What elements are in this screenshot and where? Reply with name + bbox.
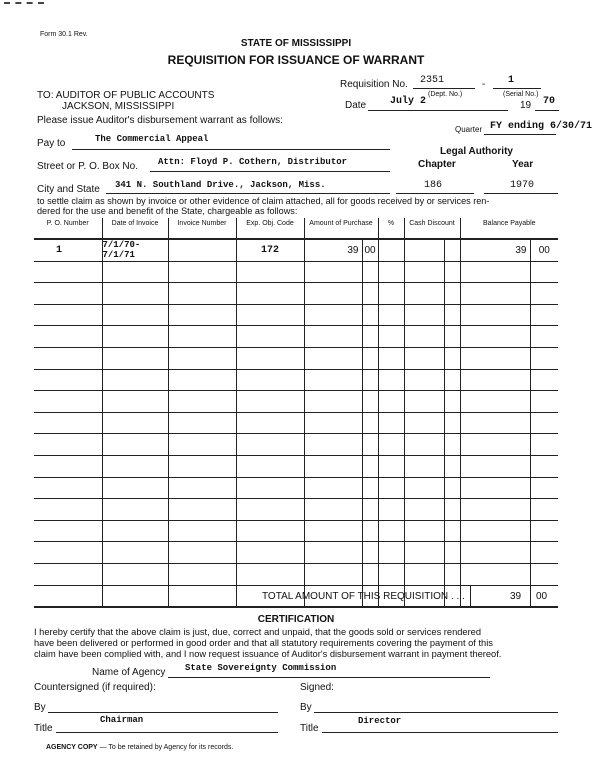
balance-dollars-cell[interactable] xyxy=(460,542,530,564)
issue-instruction: Please issue Auditor's disbursement warrant as follows: xyxy=(37,115,283,126)
agency-copy-text: — To be retained by Agency for its records. xyxy=(99,744,234,751)
balance-header: Balance Payable xyxy=(460,218,558,239)
invoice-number-cell[interactable] xyxy=(168,499,236,521)
exp-obj-code-cell[interactable] xyxy=(236,455,304,477)
settle-text-1: to settle claim as shown by invoice or other evidence of claim attached, all for goods received by or services ren- xyxy=(37,196,490,206)
form-number: Form 30.1 Rev. xyxy=(40,31,88,38)
invoice-number-cell[interactable] xyxy=(168,455,236,477)
invoice-date-cell[interactable] xyxy=(102,326,168,348)
balance-cents-cell[interactable] xyxy=(530,434,558,456)
certification-title: CERTIFICATION xyxy=(257,614,335,625)
balance-cents-cell[interactable] xyxy=(530,369,558,391)
percent-cell[interactable] xyxy=(378,520,404,542)
table-row xyxy=(34,391,558,413)
table-row xyxy=(34,304,558,326)
amount-cents-cell[interactable] xyxy=(362,455,378,477)
chapter-label: Chapter xyxy=(418,159,456,170)
amount-dollars-cell[interactable] xyxy=(304,369,362,391)
invoice-date-cell[interactable] xyxy=(102,347,168,369)
invoice-number-cell[interactable] xyxy=(168,477,236,499)
exp-obj-code-cell[interactable] xyxy=(236,347,304,369)
po-number-cell[interactable] xyxy=(34,477,102,499)
requisition-dept-no[interactable]: 2351 xyxy=(420,75,445,86)
form-title: REQUISITION FOR ISSUANCE OF WARRANT xyxy=(167,53,425,67)
balance-cents-cell[interactable] xyxy=(530,499,558,521)
balance-cents-cell[interactable] xyxy=(530,283,558,305)
po-number-cell[interactable] xyxy=(34,499,102,521)
table-row xyxy=(34,283,558,305)
amount-cents-cell[interactable] xyxy=(362,499,378,521)
balance-dollars-cell[interactable] xyxy=(460,283,530,305)
po-number-cell[interactable] xyxy=(34,563,102,585)
pay-to-label: Pay to xyxy=(37,138,66,149)
quarter-value[interactable]: FY ending 6/30/71 xyxy=(490,121,592,132)
po-number-cell[interactable] xyxy=(34,369,102,391)
exp-obj-code-cell[interactable] xyxy=(236,434,304,456)
amount-dollars-cell[interactable] xyxy=(304,261,362,283)
table-row xyxy=(34,563,558,585)
certification-line-1: I hereby certify that the above claim is just, due, correct and unpaid, that the goods sold or services rendered xyxy=(34,627,482,637)
po-number-cell[interactable]: 1 xyxy=(34,239,102,261)
table-header-row xyxy=(34,218,558,239)
table-row xyxy=(34,369,558,391)
exp-obj-code-header: Exp. Obj. Code xyxy=(236,218,304,239)
cash-discount-cents-cell[interactable] xyxy=(444,369,460,391)
amount-cents-cell[interactable] xyxy=(362,412,378,434)
cash-discount-cents-cell[interactable] xyxy=(444,455,460,477)
cash-discount-dollars-cell[interactable] xyxy=(404,391,444,413)
invoice-number-cell[interactable] xyxy=(168,283,236,305)
invoice-number-cell[interactable] xyxy=(168,585,236,607)
claims-table xyxy=(34,218,558,607)
percent-cell[interactable] xyxy=(378,542,404,564)
city-label: City and State xyxy=(37,184,100,195)
balance-dollars-cell[interactable] xyxy=(460,520,530,542)
amount-dollars-cell[interactable] xyxy=(304,347,362,369)
by-signature-line-left[interactable] xyxy=(48,712,278,713)
balance-cents-cell[interactable]: 00 xyxy=(530,239,558,261)
amount-dollars-cell[interactable] xyxy=(304,455,362,477)
balance-cents-cell[interactable] xyxy=(530,542,558,564)
cash-discount-cents-cell[interactable] xyxy=(444,326,460,348)
cash-discount-dollars-cell[interactable] xyxy=(404,477,444,499)
title-label-left: Title xyxy=(34,723,53,734)
exp-obj-code-cell[interactable] xyxy=(236,304,304,326)
amount-cents-cell[interactable] xyxy=(362,304,378,326)
year-prefix: 19 xyxy=(520,100,532,111)
amount-cents-cell[interactable] xyxy=(362,477,378,499)
chapter-value[interactable]: 186 xyxy=(424,180,443,191)
balance-dollars-cell[interactable] xyxy=(460,304,530,326)
balance-dollars-cell[interactable]: 39 xyxy=(460,239,530,261)
invoice-number-cell[interactable] xyxy=(168,369,236,391)
total-label: TOTAL AMOUNT OF THIS REQUISITION . . . xyxy=(262,591,465,602)
balance-cents-cell[interactable] xyxy=(530,412,558,434)
amount-dollars-cell[interactable] xyxy=(304,412,362,434)
agency-copy-note xyxy=(46,744,233,751)
table-row xyxy=(34,520,558,542)
balance-dollars-cell[interactable] xyxy=(460,412,530,434)
table-row xyxy=(34,412,558,434)
po-number-header: P. O. Number xyxy=(34,218,102,239)
exp-obj-code-cell[interactable] xyxy=(236,412,304,434)
table-row xyxy=(34,434,558,456)
amount-cents-cell[interactable] xyxy=(362,283,378,305)
cash-discount-dollars-cell[interactable] xyxy=(404,455,444,477)
table-row xyxy=(34,347,558,369)
balance-cents-cell[interactable] xyxy=(530,563,558,585)
certification-line-2: have been delivered or performed in good order and that all statutory requirements covering the payment of this xyxy=(34,638,493,648)
amount-dollars-cell[interactable] xyxy=(304,326,362,348)
total-box-left xyxy=(470,586,471,606)
dept-no-caption: (Dept. No.) xyxy=(428,91,463,98)
cash-discount-dollars-cell[interactable] xyxy=(404,369,444,391)
exp-obj-code-cell[interactable] xyxy=(236,283,304,305)
table-row xyxy=(34,542,558,564)
balance-dollars-cell[interactable] xyxy=(460,326,530,348)
invoice-number-cell[interactable] xyxy=(168,391,236,413)
balance-cents-cell[interactable] xyxy=(530,391,558,413)
balance-cents-cell[interactable] xyxy=(530,326,558,348)
po-number-cell[interactable] xyxy=(34,412,102,434)
by-label-left: By xyxy=(34,702,46,713)
invoice-number-cell[interactable] xyxy=(168,563,236,585)
amount-dollars-cell[interactable] xyxy=(304,563,362,585)
table-row xyxy=(34,455,558,477)
city-value[interactable]: 341 N. Southland Drive., Jackson, Miss. xyxy=(115,180,326,190)
balance-dollars-cell[interactable] xyxy=(460,391,530,413)
cash-discount-dollars-cell[interactable] xyxy=(404,499,444,521)
amount-dollars-cell[interactable] xyxy=(304,542,362,564)
amount-cents-cell[interactable] xyxy=(362,326,378,348)
punch-mark xyxy=(4,2,44,4)
percent-cell[interactable] xyxy=(378,412,404,434)
amount-dollars-cell[interactable] xyxy=(304,434,362,456)
exp-obj-code-cell[interactable] xyxy=(236,499,304,521)
exp-obj-code-cell[interactable] xyxy=(236,520,304,542)
exp-obj-code-cell[interactable]: 172 xyxy=(236,239,304,261)
exp-obj-code-cell[interactable] xyxy=(236,477,304,499)
balance-dollars-cell[interactable] xyxy=(460,499,530,521)
percent-cell[interactable] xyxy=(378,499,404,521)
year-col-label: Year xyxy=(512,159,534,170)
table-row xyxy=(34,261,558,283)
amount-dollars-cell[interactable] xyxy=(304,304,362,326)
amount-dollars-cell[interactable]: 39 xyxy=(304,239,362,261)
invoice-date-cell[interactable] xyxy=(102,455,168,477)
amount-cents-cell[interactable] xyxy=(362,347,378,369)
cash-discount-cents-cell[interactable] xyxy=(444,477,460,499)
invoice-date-cell[interactable] xyxy=(102,520,168,542)
total-dollars[interactable]: 39 xyxy=(510,591,522,602)
invoice-number-cell[interactable] xyxy=(168,304,236,326)
po-number-cell[interactable] xyxy=(34,542,102,564)
cash-discount-dollars-cell[interactable] xyxy=(404,304,444,326)
date-value[interactable]: July 2 xyxy=(390,96,427,107)
cash-discount-dollars-cell[interactable] xyxy=(404,347,444,369)
title-value-right[interactable]: Director xyxy=(358,716,402,726)
invoice-number-cell[interactable] xyxy=(168,412,236,434)
invoice-date-cell[interactable] xyxy=(102,304,168,326)
percent-cell[interactable] xyxy=(378,261,404,283)
invoice-date-cell[interactable] xyxy=(102,542,168,564)
state-heading: STATE OF MISSISSIPPI xyxy=(240,38,352,49)
balance-dollars-cell[interactable] xyxy=(460,563,530,585)
cash-discount-cents-cell[interactable] xyxy=(444,239,460,261)
settle-text-2: dered for the use and benefit of the State, chargeable as follows: xyxy=(37,206,298,216)
invoice-date-cell[interactable] xyxy=(102,563,168,585)
cash-discount-cents-cell[interactable] xyxy=(444,347,460,369)
by-label-right: By xyxy=(300,702,312,713)
invoice-number-cell[interactable] xyxy=(168,239,236,261)
po-number-cell[interactable] xyxy=(34,520,102,542)
requisition-serial-no[interactable]: 1 xyxy=(508,75,515,86)
cash-discount-cents-cell[interactable] xyxy=(444,412,460,434)
cash-discount-dollars-cell[interactable] xyxy=(404,434,444,456)
table-row xyxy=(34,499,558,521)
invoice-date-cell[interactable] xyxy=(102,391,168,413)
cash-discount-dollars-cell[interactable] xyxy=(404,412,444,434)
amount-dollars-cell[interactable] xyxy=(304,477,362,499)
total-cents[interactable]: 00 xyxy=(536,591,548,602)
table-row xyxy=(34,477,558,499)
invoice-date-cell[interactable] xyxy=(102,369,168,391)
invoice-date-header: Date of Invoice xyxy=(102,218,168,239)
signed-label: Signed: xyxy=(300,682,334,693)
amount-dollars-cell[interactable] xyxy=(304,391,362,413)
cash-discount-dollars-cell[interactable] xyxy=(404,563,444,585)
po-number-cell[interactable] xyxy=(34,391,102,413)
cash-discount-dollars-cell[interactable] xyxy=(404,239,444,261)
cash-discount-header: Cash Discount xyxy=(404,218,460,239)
amount-cents-cell[interactable] xyxy=(362,369,378,391)
cash-discount-cents-cell[interactable] xyxy=(444,391,460,413)
agency-name-value[interactable]: State Sovereignty Commission xyxy=(185,663,337,673)
total-box-divider xyxy=(530,586,531,606)
invoice-number-cell[interactable] xyxy=(168,261,236,283)
amount-cents-cell[interactable] xyxy=(362,434,378,456)
balance-dollars-cell[interactable] xyxy=(460,261,530,283)
po-number-cell[interactable] xyxy=(34,585,102,607)
requisition-dash: - xyxy=(482,79,486,90)
cash-discount-cents-cell[interactable] xyxy=(444,499,460,521)
invoice-date-cell[interactable] xyxy=(102,434,168,456)
percent-cell[interactable] xyxy=(378,563,404,585)
percent-cell[interactable] xyxy=(378,455,404,477)
percent-cell[interactable] xyxy=(378,347,404,369)
invoice-date-cell[interactable] xyxy=(102,499,168,521)
quarter-label: Quarter xyxy=(455,125,483,134)
cash-discount-cents-cell[interactable] xyxy=(444,520,460,542)
invoice-date-cell[interactable] xyxy=(102,585,168,607)
amount-cents-cell[interactable] xyxy=(362,391,378,413)
pay-to-value[interactable]: The Commercial Appeal xyxy=(95,134,209,144)
exp-obj-code-cell[interactable] xyxy=(236,391,304,413)
invoice-number-header: Invoice Number xyxy=(168,218,236,239)
po-number-cell[interactable] xyxy=(34,326,102,348)
exp-obj-code-cell[interactable] xyxy=(236,563,304,585)
street-label: Street or P. O. Box No. xyxy=(37,161,138,172)
cash-discount-cents-cell[interactable] xyxy=(444,283,460,305)
total-bottom-rule xyxy=(34,606,558,608)
invoice-date-cell[interactable] xyxy=(102,412,168,434)
cash-discount-dollars-cell[interactable] xyxy=(404,326,444,348)
amount-dollars-cell[interactable] xyxy=(304,520,362,542)
amount-dollars-cell[interactable] xyxy=(304,499,362,521)
balance-dollars-cell[interactable] xyxy=(460,434,530,456)
invoice-number-cell[interactable] xyxy=(168,542,236,564)
balance-cents-cell[interactable] xyxy=(530,261,558,283)
to-line-2: JACKSON, MISSISSIPPI xyxy=(62,101,175,112)
amount-cents-cell[interactable] xyxy=(362,261,378,283)
percent-cell[interactable] xyxy=(378,391,404,413)
balance-dollars-cell[interactable] xyxy=(460,455,530,477)
invoice-number-cell[interactable] xyxy=(168,434,236,456)
invoice-date-cell[interactable] xyxy=(102,261,168,283)
requisition-label: Requisition No. xyxy=(340,79,408,90)
amount-cents-cell[interactable] xyxy=(362,520,378,542)
invoice-date-cell[interactable] xyxy=(102,283,168,305)
po-number-cell[interactable] xyxy=(34,455,102,477)
exp-obj-code-cell[interactable] xyxy=(236,326,304,348)
balance-dollars-cell[interactable] xyxy=(460,369,530,391)
balance-cents-cell[interactable] xyxy=(530,347,558,369)
table-row xyxy=(34,239,558,261)
amount-header: Amount of Purchase xyxy=(304,218,378,239)
certification-line-3: claim have been complied with, and I now request issuance of Auditor's disbursement warrant in payment thereof. xyxy=(34,649,502,659)
street-value[interactable]: Attn: Floyd P. Cothern, Distributor xyxy=(158,157,348,167)
agency-copy-bold: AGENCY COPY xyxy=(46,744,98,751)
year-value[interactable]: 70 xyxy=(543,96,556,107)
po-number-cell[interactable] xyxy=(34,434,102,456)
percent-cell[interactable] xyxy=(378,434,404,456)
exp-obj-code-cell[interactable] xyxy=(236,261,304,283)
exp-obj-code-cell[interactable] xyxy=(236,369,304,391)
date-label: Date xyxy=(345,100,367,111)
amount-dollars-cell[interactable] xyxy=(304,283,362,305)
balance-dollars-cell[interactable] xyxy=(460,347,530,369)
po-number-cell[interactable] xyxy=(34,261,102,283)
percent-cell[interactable] xyxy=(378,304,404,326)
cash-discount-cents-cell[interactable] xyxy=(444,261,460,283)
cash-discount-dollars-cell[interactable] xyxy=(404,520,444,542)
agency-name-label: Name of Agency xyxy=(92,667,166,678)
cash-discount-cents-cell[interactable] xyxy=(444,434,460,456)
percent-cell[interactable] xyxy=(378,369,404,391)
exp-obj-code-cell[interactable] xyxy=(236,542,304,564)
by-signature-line-right[interactable] xyxy=(314,712,558,713)
percent-cell[interactable] xyxy=(378,477,404,499)
cash-discount-dollars-cell[interactable] xyxy=(404,542,444,564)
percent-cell[interactable] xyxy=(378,326,404,348)
amount-cents-cell[interactable]: 00 xyxy=(362,239,378,261)
percent-cell[interactable] xyxy=(378,239,404,261)
cash-discount-cents-cell[interactable] xyxy=(444,304,460,326)
balance-cents-cell[interactable] xyxy=(530,304,558,326)
po-number-cell[interactable] xyxy=(34,347,102,369)
cash-discount-cents-cell[interactable] xyxy=(444,563,460,585)
balance-cents-cell[interactable] xyxy=(530,520,558,542)
serial-no-caption: (Serial No.) xyxy=(503,91,539,98)
invoice-number-cell[interactable] xyxy=(168,520,236,542)
to-line-1: TO: AUDITOR OF PUBLIC ACCOUNTS xyxy=(37,90,215,101)
amount-cents-cell[interactable] xyxy=(362,563,378,585)
balance-dollars-cell[interactable] xyxy=(460,477,530,499)
invoice-number-cell[interactable] xyxy=(168,326,236,348)
countersigned-label: Countersigned (if required): xyxy=(34,682,156,693)
percent-header: % xyxy=(378,218,404,239)
legal-year-value[interactable]: 1970 xyxy=(510,180,535,191)
invoice-date-cell[interactable] xyxy=(102,477,168,499)
cash-discount-cents-cell[interactable] xyxy=(444,542,460,564)
title-label-right: Title xyxy=(300,723,319,734)
title-value-left[interactable]: Chairman xyxy=(100,715,144,725)
invoice-date-cell[interactable]: 7/1/70-7/1/71 xyxy=(102,239,168,261)
balance-cents-cell[interactable] xyxy=(530,455,558,477)
table-row xyxy=(34,326,558,348)
invoice-number-cell[interactable] xyxy=(168,347,236,369)
cash-discount-dollars-cell[interactable] xyxy=(404,261,444,283)
percent-cell[interactable] xyxy=(378,283,404,305)
legal-authority-heading: Legal Authority xyxy=(440,146,513,157)
po-number-cell[interactable] xyxy=(34,283,102,305)
cash-discount-dollars-cell[interactable] xyxy=(404,283,444,305)
po-number-cell[interactable] xyxy=(34,304,102,326)
balance-cents-cell[interactable] xyxy=(530,477,558,499)
amount-cents-cell[interactable] xyxy=(362,542,378,564)
